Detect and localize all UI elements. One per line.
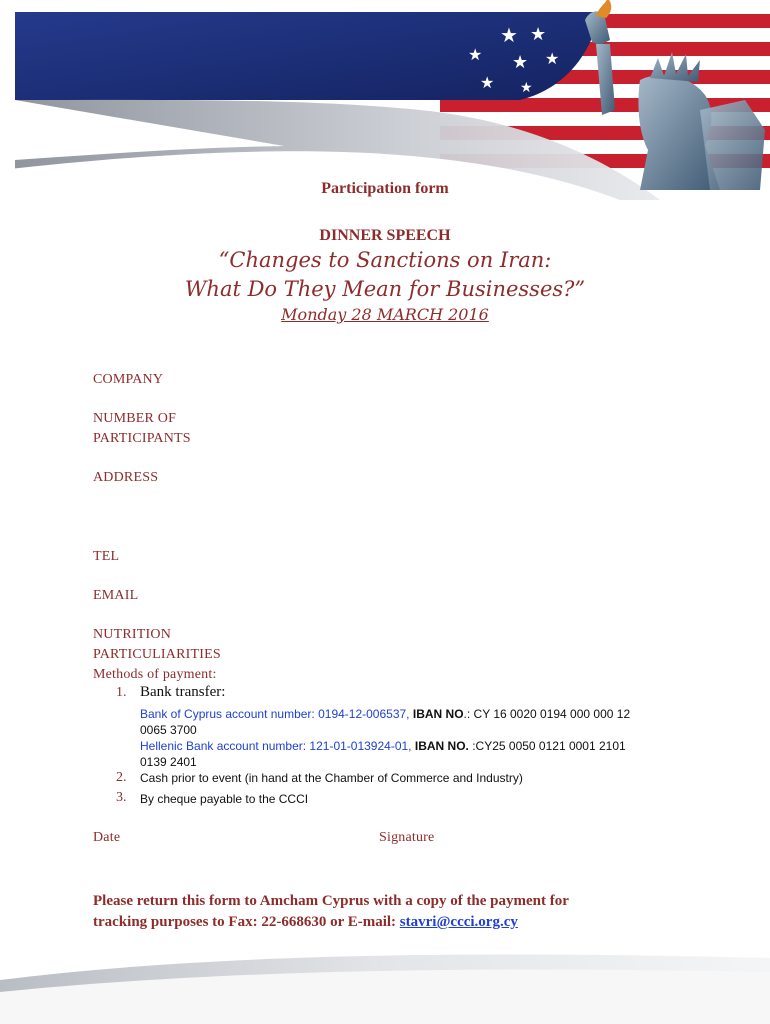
svg-text:★: ★: [545, 49, 560, 68]
svg-text:★: ★: [520, 80, 533, 96]
iban-value-cont: 0065 3700: [140, 723, 197, 737]
email-label: EMAIL: [93, 588, 139, 603]
participants-label-line1: NUMBER OF: [93, 411, 177, 426]
return-instructions-line1: Please return this form to Amcham Cyprus with a copy of the payment for: [93, 893, 569, 909]
header-flag-banner: [0, 0, 770, 200]
iban-label: IBAN NO.: [414, 739, 469, 753]
iban-value-cont: 0139 2401: [140, 755, 197, 769]
hellenic-bank-account: Hellenic Bank account number: 121-01-013924-01,: [140, 739, 412, 753]
form-title: Participation form: [321, 180, 449, 197]
footer-swoosh: [0, 930, 770, 1024]
bank-of-cyprus-account: Bank of Cyprus account number: 0194-12-006537,: [140, 707, 410, 721]
contact-email-link[interactable]: stavri@ccci.org.cy: [399, 914, 518, 930]
bank-details: [140, 706, 670, 770]
event-date: Monday 28 MARCH 2016: [281, 305, 489, 324]
participants-label-line2: PARTICIPANTS: [93, 431, 191, 446]
svg-text:★: ★: [500, 23, 518, 47]
nutrition-label-line1: NUTRITION: [93, 627, 172, 642]
svg-text:★: ★: [480, 73, 495, 92]
signature-label: Signature: [379, 830, 435, 845]
payment-item-cash: Cash prior to event (in hand at the Chamber of Commerce and Industry): [140, 771, 523, 785]
nutrition-label-line2: PARTICULIARITIES: [93, 647, 221, 662]
payment-item-bank-transfer: Bank transfer:: [140, 684, 226, 700]
payment-item-number: 2.: [116, 770, 127, 785]
payment-item-number: 3.: [116, 790, 127, 805]
iban-value: .: CY 16 0020 0194 000 000 12: [463, 707, 631, 721]
svg-text:★: ★: [530, 24, 547, 45]
iban-label: IBAN NO: [412, 707, 464, 721]
svg-text:★: ★: [468, 45, 483, 64]
iban-value: :CY25 0050 0121 0001 2101: [472, 739, 626, 753]
payment-item-number: 1.: [116, 685, 127, 700]
event-type: DINNER SPEECH: [319, 227, 451, 244]
speech-title-line2: What Do They Mean for Businesses?”: [184, 277, 586, 301]
svg-text:★: ★: [512, 52, 529, 73]
payment-heading: Methods of payment:: [93, 667, 217, 682]
return-instructions: [93, 891, 693, 933]
speech-title-line1: “Changes to Sanctions on Iran:: [218, 248, 552, 272]
tel-label: TEL: [93, 549, 120, 564]
company-label: COMPANY: [93, 372, 164, 387]
return-instructions-line2: tracking purposes to Fax: 22-668630 or E-mail:: [93, 914, 400, 930]
date-label: Date: [93, 830, 121, 845]
address-label: ADDRESS: [93, 470, 159, 485]
payment-item-cheque: By cheque payable to the CCCI: [140, 792, 309, 806]
